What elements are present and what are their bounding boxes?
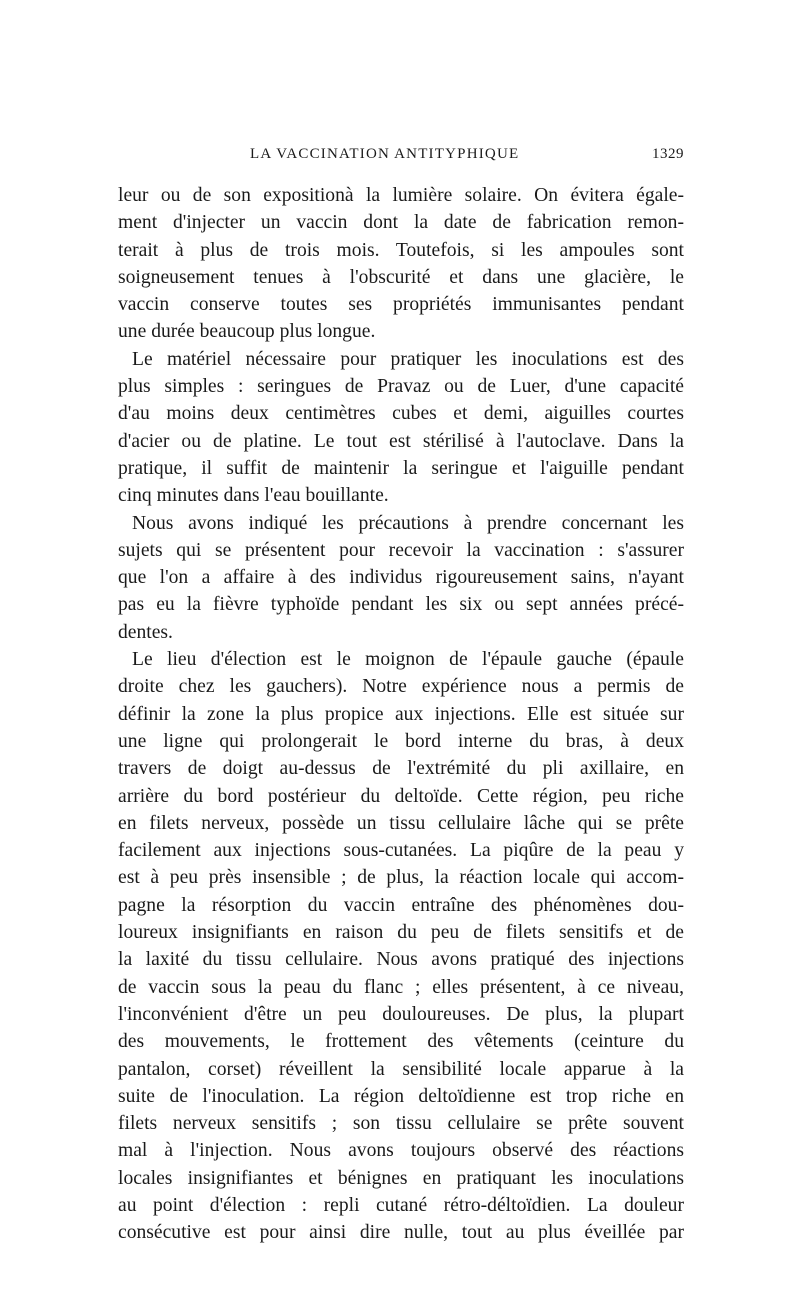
running-title: LA VACCINATION ANTITYPHIQUE — [250, 146, 520, 162]
text-line: filets nerveux sensitifs ; son tissu cellulaire se prête souvent — [118, 1113, 684, 1135]
running-header — [118, 146, 684, 170]
text-line: une durée beaucoup plus longue. — [118, 321, 376, 343]
text-line: pratique, il suffit de maintenir la seringue et l'aiguille pendant — [118, 457, 684, 479]
text-line: en filets nerveux, possède un tissu cellulaire lâche qui se prête — [118, 812, 684, 834]
text-line: travers de doigt au-dessus de l'extrémité du pli axillaire, en — [118, 758, 684, 780]
text-line: l'inconvénient d'être un peu douloureuses. De plus, la plupart — [118, 1003, 684, 1025]
text-line: plus simples : seringues de Pravaz ou de Luer, d'une capacité — [118, 376, 684, 398]
text-line: suite de l'inoculation. La région deltoïdienne est trop riche en — [118, 1085, 684, 1107]
text-line: de vaccin sous la peau du flanc ; elles présentent, à ce niveau, — [118, 976, 684, 998]
text-line: d'acier ou de platine. Le tout est stérilisé à l'autoclave. Dans la — [118, 430, 684, 452]
text-line: au point d'élection : repli cutané rétro-déltoïdien. La douleur — [118, 1194, 684, 1216]
text-line: droite chez les gauchers). Notre expérience nous a permis de — [118, 676, 684, 698]
page-number: 1329 — [652, 146, 684, 162]
text-line: d'au moins deux centimètres cubes et demi, aiguilles courtes — [118, 403, 684, 425]
text-line: des mouvements, le frottement des vêtements (ceinture du — [118, 1031, 684, 1053]
text-line: sujets qui se présentent pour recevoir la vaccination : s'assurer — [118, 539, 684, 561]
text-line: est à peu près insensible ; de plus, la réaction locale qui accom- — [118, 867, 684, 889]
text-line: soigneusement tenues à l'obscurité et dans une glacière, le — [118, 266, 684, 288]
body-text — [118, 182, 684, 1247]
text-line: facilement aux injections sous-cutanées. La piqûre de la peau y — [118, 840, 684, 862]
text-line: mal à l'injection. Nous avons toujours observé des réactions — [118, 1140, 684, 1162]
text-line: Le matériel nécessaire pour pratiquer les inoculations est des — [132, 348, 684, 370]
text-line: vaccin conserve toutes ses propriétés immunisantes pendant — [118, 294, 684, 316]
text-line: Le lieu d'élection est le moignon de l'épaule gauche (épaule — [132, 649, 684, 671]
text-line: pagne la résorption du vaccin entraîne des phénomènes dou- — [118, 894, 684, 916]
text-line: définir la zone la plus propice aux injections. Elle est située sur — [118, 703, 684, 725]
text-line: ment d'injecter un vaccin dont la date de fabrication remon- — [118, 212, 684, 234]
text-line: une ligne qui prolongerait le bord interne du bras, à deux — [118, 730, 684, 752]
text-line: cinq minutes dans l'eau bouillante. — [118, 485, 389, 507]
text-line: dentes. — [118, 621, 173, 643]
text-line: arrière du bord postérieur du deltoïde. Cette région, peu riche — [118, 785, 684, 807]
text-line: leur ou de son expositionà la lumière solaire. On évitera égale- — [118, 185, 684, 206]
text-line: terait à plus de trois mois. Toutefois, si les ampoules sont — [118, 239, 684, 261]
text-line: la laxité du tissu cellulaire. Nous avons pratiqué des injections — [118, 949, 684, 971]
text-line: Nous avons indiqué les précautions à prendre concernant les — [132, 512, 684, 534]
text-line: pantalon, corset) réveillent la sensibilité locale apparue à la — [118, 1058, 684, 1080]
text-line: consécutive est pour ainsi dire nulle, tout au plus éveillée par — [118, 1222, 684, 1244]
text-line: locales insignifiantes et bénignes en pratiquant les inoculations — [118, 1167, 684, 1189]
text-line: que l'on a affaire à des individus rigoureusement sains, n'ayant — [118, 567, 684, 589]
text-line: pas eu la fièvre typhoïde pendant les six ou sept années précé- — [118, 594, 684, 616]
text-line: loureux insignifiants en raison du peu de filets sensitifs et de — [118, 922, 684, 944]
